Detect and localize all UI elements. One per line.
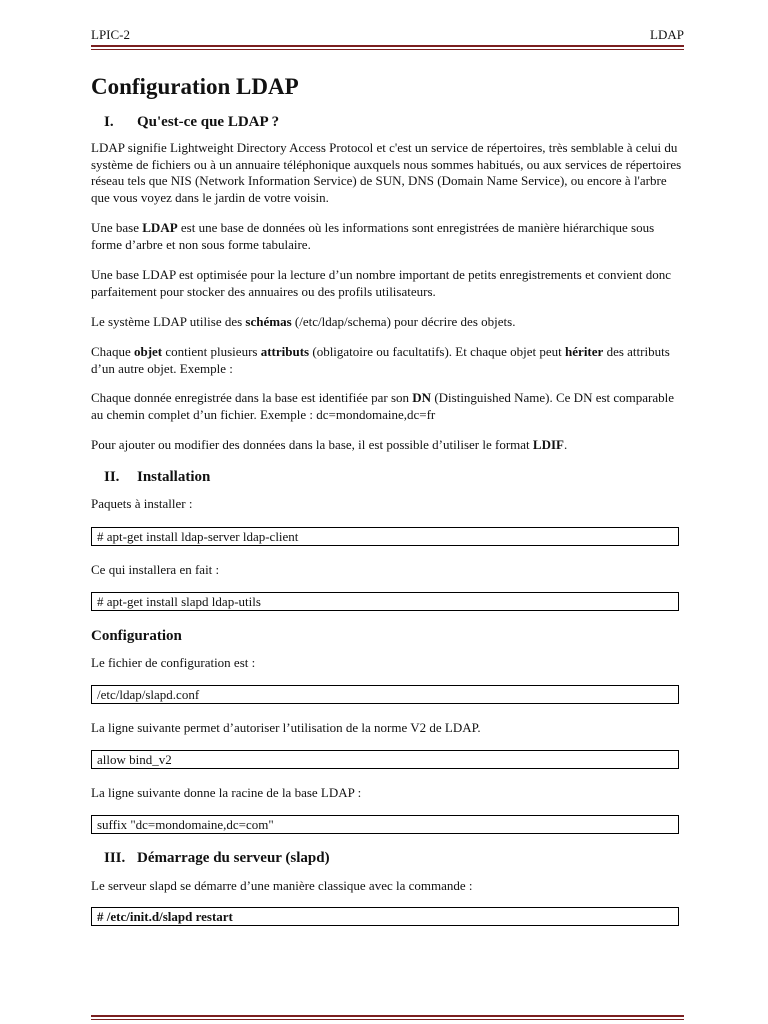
paragraph-allow-v2: La ligne suivante permet d’autoriser l’utilisation de la norme V2 de LDAP.: [91, 720, 481, 735]
text-run: contient plusieurs: [162, 344, 261, 359]
text-run: (obligatoire ou facultatifs). Et chaque objet peut: [309, 344, 566, 359]
header-rule-thin: [91, 49, 684, 50]
document-title: Configuration LDAP: [91, 74, 299, 99]
paragraph-ldif: [91, 437, 684, 454]
footer-rule-thick: [91, 1015, 684, 1017]
bold-run: objet: [133, 344, 163, 359]
code-box-install-actual: # apt-get install slapd ldap-utils: [91, 592, 679, 611]
page-header: [91, 27, 684, 45]
bold-run: DN: [412, 390, 432, 405]
bold-run: LDIF: [532, 437, 564, 452]
text-run: est une base de données où les informations sont enregistrées de manière hiérarchique sous forme d’arbre et non sous forme tabulaire.: [91, 220, 655, 252]
bold-run: attributs: [260, 344, 310, 359]
bold-run: schémas: [245, 314, 292, 329]
paragraph-ldap-optimized: Une base LDAP est optimisée pour la lecture d’un nombre important de petits enregistrements et convient donc parfaitement pour stocker des annuaires ou des profils utilisateurs.: [91, 267, 672, 299]
paragraph-ldap-definition: LDAP signifie Lightweight Directory Access Protocol et c'est un service de répertoires, très semblable à celui du système de fichiers ou à un annuaire téléphonique auxquels nous sommes habitués, ou aux services de répertoires réseau tels que NIS (Network Information Service) de SUN, DNS (Domain Name Service), ou encore à l'arbre que vous voyez dans le jardin de votre voisin.: [91, 140, 682, 205]
paragraph-schemas: [91, 314, 684, 331]
paragraph-dn: [91, 390, 684, 423]
bold-run: LDAP: [142, 220, 178, 235]
bold-run: hériter: [565, 344, 604, 359]
text-run: (Distinguished Name). Ce DN est comparable au chemin complet d’un fichier. Exemple : dc=mondomaine,dc=fr: [91, 390, 675, 422]
section-title: Qu'est-ce que LDAP ?: [137, 114, 280, 130]
paragraph-start-server: Le serveur slapd se démarre d’une manière classique avec la commande :: [91, 878, 473, 893]
header-rule-thick: [91, 45, 684, 47]
code-box-install: # apt-get install ldap-server ldap-client: [91, 527, 679, 546]
paragraph-installs: Ce qui installera en fait :: [91, 562, 220, 577]
text-run: Chaque: [91, 344, 134, 359]
section-heading-3: [104, 850, 330, 867]
text-run: Une base: [91, 220, 143, 235]
header-left: LPIC-2: [91, 27, 130, 42]
text-run: Chaque donnée enregistrée dans la base est identifiée par son: [91, 390, 413, 405]
text-run: Pour ajouter ou modifier des données dans la base, il est possible d’utiliser le format: [91, 437, 533, 452]
paragraph-config-file: Le fichier de configuration est :: [91, 655, 256, 670]
section-title: Démarrage du serveur (slapd): [137, 850, 330, 866]
text-run: des attributs d’un autre objet. Exemple :: [91, 344, 670, 376]
paragraph-objects: [91, 344, 684, 377]
section-number: I.: [104, 114, 114, 130]
paragraph-suffix: La ligne suivante donne la racine de la base LDAP :: [91, 785, 362, 800]
section-heading-2: [104, 469, 210, 486]
footer-rule-thin: [91, 1019, 684, 1020]
section-number: III.: [104, 850, 126, 866]
text-run: Le système LDAP utilise des: [91, 314, 246, 329]
section-title: Installation: [137, 469, 211, 485]
header-right: LDAP: [650, 27, 684, 42]
subsection-heading-configuration: Configuration: [91, 628, 182, 644]
code-box-config-path: /etc/ldap/slapd.conf: [91, 685, 679, 704]
section-heading-1: [104, 114, 279, 131]
paragraph-ldap-base: [91, 220, 684, 253]
code-box-restart: # /etc/init.d/slapd restart: [91, 907, 679, 926]
code-box-allow-bind: allow bind_v2: [91, 750, 679, 769]
code-box-suffix: suffix "dc=mondomaine,dc=com": [91, 815, 679, 834]
text-run: (/etc/ldap/schema) pour décrire des objets.: [291, 314, 516, 329]
paragraph-packages: Paquets à installer :: [91, 496, 193, 511]
text-run: .: [563, 437, 568, 452]
section-number: II.: [104, 469, 120, 485]
